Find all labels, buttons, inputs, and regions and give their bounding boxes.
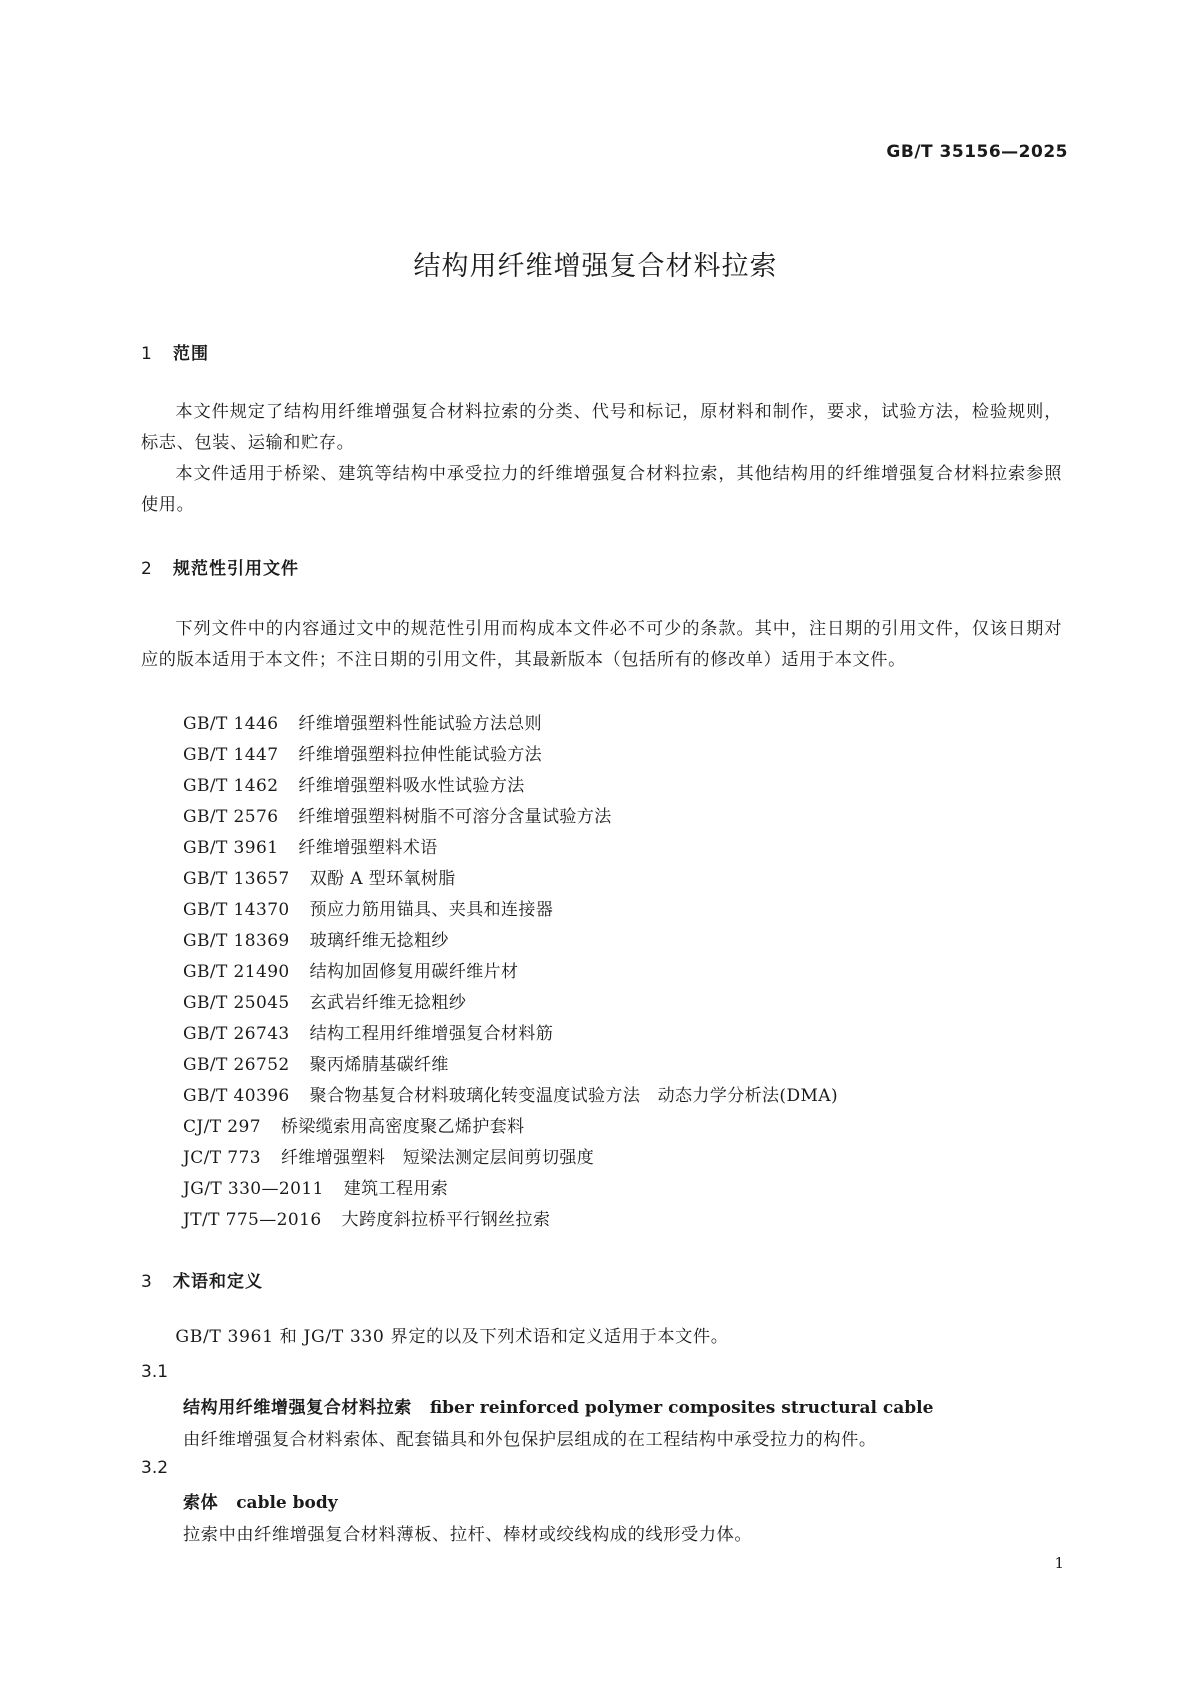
reference-title: 结构加固修复用碳纤维片材 xyxy=(309,962,519,982)
reference-title: 建筑工程用索 xyxy=(343,1179,449,1199)
reference-item xyxy=(183,771,838,802)
reference-title: 纤维增强塑料 短梁法测定层间剪切强度 xyxy=(280,1148,595,1168)
term-chinese: 索体 xyxy=(183,1493,219,1513)
reference-code: GB/T 2576 xyxy=(183,807,279,827)
reference-code: GB/T 13657 xyxy=(183,869,290,889)
reference-item xyxy=(183,1205,838,1236)
reference-item xyxy=(183,1081,838,1112)
reference-title: 预应力筋用锚具、夹具和连接器 xyxy=(309,900,554,920)
reference-code: GB/T 21490 xyxy=(183,962,290,982)
reference-item xyxy=(183,1143,838,1174)
standard-code: GB/T 35156—2025 xyxy=(886,142,1068,162)
reference-code: GB/T 3961 xyxy=(183,838,279,858)
reference-code: GB/T 1447 xyxy=(183,745,279,765)
reference-code: GB/T 18369 xyxy=(183,931,290,951)
section-title: 规范性引用文件 xyxy=(173,559,299,579)
reference-item xyxy=(183,926,838,957)
reference-code: GB/T 1446 xyxy=(183,714,279,734)
reference-item xyxy=(183,895,838,926)
reference-code: GB/T 14370 xyxy=(183,900,290,920)
reference-code: GB/T 25045 xyxy=(183,993,290,1013)
reference-item xyxy=(183,740,838,771)
reference-code: JT/T 775—2016 xyxy=(183,1210,322,1230)
reference-item xyxy=(183,957,838,988)
term-chinese: 结构用纤维增强复合材料拉索 xyxy=(183,1398,412,1418)
reference-code: CJ/T 297 xyxy=(183,1117,261,1137)
reference-title: 玄武岩纤维无捻粗纱 xyxy=(309,993,467,1013)
reference-item xyxy=(183,1050,838,1081)
page-number: 1 xyxy=(1054,1554,1064,1572)
scope-paragraph-2: 本文件适用于桥梁、建筑等结构中承受拉力的纤维增强复合材料拉索，其他结构用的纤维增强复合材料拉索参照使用。 xyxy=(141,464,1062,515)
term-number: 3.1 xyxy=(141,1362,169,1382)
reference-code: JG/T 330—2011 xyxy=(183,1179,324,1199)
reference-title: 聚丙烯腈基碳纤维 xyxy=(309,1055,449,1075)
term-english: fiber reinforced polymer composites structural cable xyxy=(429,1398,934,1418)
section-number: 1 xyxy=(141,344,153,364)
reference-item xyxy=(183,802,838,833)
reference-title: 结构工程用纤维增强复合材料筋 xyxy=(309,1024,554,1044)
reference-code: GB/T 40396 xyxy=(183,1086,290,1106)
reference-title: 纤维增强塑料拉伸性能试验方法 xyxy=(298,745,543,765)
reference-title: 纤维增强塑料术语 xyxy=(298,838,438,858)
section-2-heading xyxy=(141,554,299,579)
reference-item xyxy=(183,864,838,895)
section-title: 范围 xyxy=(173,344,209,364)
term-definition: 由纤维增强复合材料索体、配套锚具和外包保护层组成的在工程结构中承受拉力的构件。 xyxy=(183,1430,877,1450)
reference-code: GB/T 1462 xyxy=(183,776,279,796)
reference-item xyxy=(183,1174,838,1205)
reference-title: 纤维增强塑料性能试验方法总则 xyxy=(298,714,543,734)
reference-code: GB/T 26752 xyxy=(183,1055,290,1075)
reference-item xyxy=(183,833,838,864)
scope-paragraph-1: 本文件规定了结构用纤维增强复合材料拉索的分类、代号和标记，原材料和制作，要求，试验方法，检验规则，标志、包装、运输和贮存。 xyxy=(141,402,1062,453)
reference-item xyxy=(183,1019,838,1050)
reference-item xyxy=(183,1112,838,1143)
document-title: 结构用纤维增强复合材料拉索 xyxy=(413,251,778,282)
reference-title: 纤维增强塑料树脂不可溶分含量试验方法 xyxy=(298,807,612,827)
term-english: cable body xyxy=(236,1493,338,1513)
section-3-heading xyxy=(141,1267,263,1292)
term-heading xyxy=(183,1393,933,1418)
references-intro: 下列文件中的内容通过文中的规范性引用而构成本文件必不可少的条款。其中，注日期的引用文件，仅该日期对应的版本适用于本文件；不注日期的引用文件，其最新版本（包括所有的修改单）适用于本文件。 xyxy=(141,619,1062,670)
reference-title: 大跨度斜拉桥平行钢丝拉索 xyxy=(341,1210,551,1230)
reference-title: 桥梁缆索用高密度聚乙烯护套料 xyxy=(280,1117,525,1137)
reference-title: 聚合物基复合材料玻璃化转变温度试验方法 动态力学分析法(DMA) xyxy=(309,1086,839,1106)
reference-title: 纤维增强塑料吸水性试验方法 xyxy=(298,776,525,796)
term-heading xyxy=(183,1488,338,1513)
section-number: 2 xyxy=(141,559,153,579)
section-title: 术语和定义 xyxy=(173,1272,263,1292)
reference-code: GB/T 26743 xyxy=(183,1024,290,1044)
reference-item xyxy=(183,709,838,740)
section-number: 3 xyxy=(141,1272,153,1292)
reference-code: JC/T 773 xyxy=(183,1148,261,1168)
term-number: 3.2 xyxy=(141,1458,169,1478)
reference-title: 双酚 A 型环氧树脂 xyxy=(309,869,456,889)
terms-intro: GB/T 3961 和 JG/T 330 界定的以及下列术语和定义适用于本文件。 xyxy=(175,1327,729,1347)
section-1-heading xyxy=(141,339,209,364)
term-definition: 拉索中由纤维增强复合材料薄板、拉杆、棒材或绞线构成的线形受力体。 xyxy=(183,1525,753,1545)
reference-item xyxy=(183,988,838,1019)
reference-list xyxy=(183,709,838,1236)
reference-title: 玻璃纤维无捻粗纱 xyxy=(309,931,449,951)
